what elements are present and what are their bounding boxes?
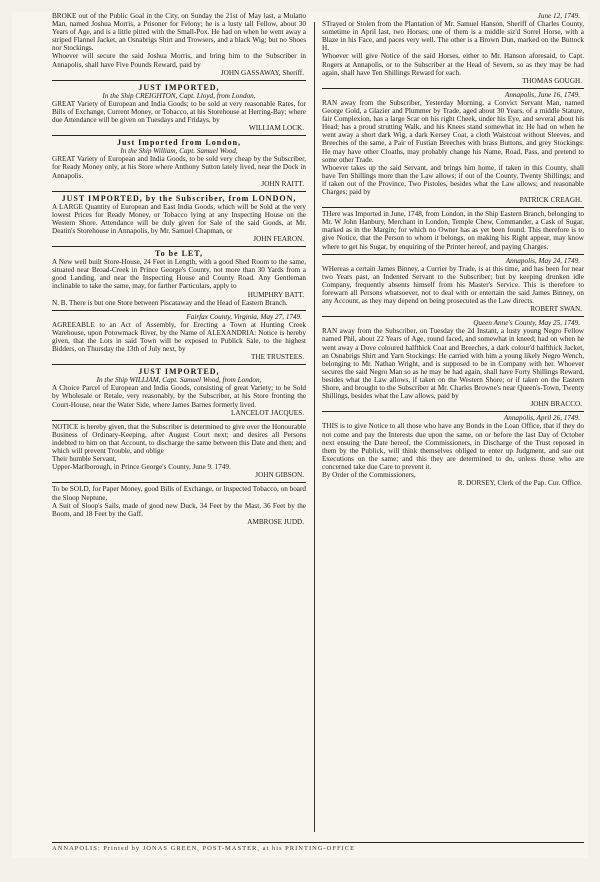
ad-heading: JUST IMPORTED, xyxy=(138,82,220,92)
ad-signature: JOHN GASSAWAY, Sheriff. xyxy=(220,68,304,77)
ad-body: RAN away from the Subscriber, Yesterday Morning, a Convict Servant Man, named George Gold, a Glazier and Plummer by Trade, aged about 30 Years, of a middle Stature, fair Complexion, has a large Scar on his right Cheek, under his Eye, and several about his Head; has a proud strutting Walk, and his Knees stand somewhat in: He had on when he went away a short dark Wig, a dark Kersey Coat, a cloth Waistcoat without Sleeves, and Breeches of the same, a Pair of Fustian Breeches with brass Buttons, and grey Stockings: He may have other Cloaths, may probably change his Name, Road, Pass, and pretend to some other Trade. Whoever takes up the said Servant, and brings him home, if taken in this County, shall have Ten Shillings more than the Law allows; if out of the County, Twenty Shillings; and if taken out of the Province, Two Pistoles, besides what the Law allows; and reasonable Charges; paid by xyxy=(322,98,584,196)
ad-heading: JUST IMPORTED, by the Subscriber, from LONDON, xyxy=(61,193,297,203)
ad-note: N. B. There is but one Store between Piscataway and the Head of Eastern Branch. xyxy=(52,298,288,307)
advertisement xyxy=(52,367,306,416)
ad-subheading: In the Ship CREIGHTON, Capt. Lloyd, from London, xyxy=(102,91,256,100)
advertisement xyxy=(52,194,306,243)
ad-separator xyxy=(52,482,306,483)
ad-body: GREAT Variety of European and India Goods; to be sold at very reasonable Rates, for Bills of Exchange, Current Money, or Tobacco, at his Storehouse at Herring-Bay; where due Attendance will be given on Tuesdays and Fridays, by xyxy=(52,99,306,125)
ad-heading: To be LET, xyxy=(154,249,203,259)
advertisement xyxy=(52,313,306,362)
ad-body: STrayed or Stolen from the Plantation of Mr. Samuel Hanson, Sheriff of Charles County, sometime in April last, two Horses; one of them is a middle siz'd Sorrel Horse, with a Blaze in his Face, and paces very well. The other is a Brown Dun, marked on the Buttock H. Whoever will give Notice of the said Horses, either to Mr. Hanson aforesaid, to Capt. Rogers at Annapolis, or to the Subscriber at the Head of Severn, so as they may be had again, shall have Ten Shillings Reward for each. xyxy=(322,20,584,77)
advertisement xyxy=(322,257,584,314)
ad-heading: Just Imported from London, xyxy=(116,138,242,148)
ad-body: To be SOLD, for Paper Money, good Bills of Exchange, or Inspected Tobacco, on board the Sloop Neptune, A Suit of Sloop's Sails, made of good new Duck, 34 Feet by the Mast, 36 Feet by the Boom, and 18 Feet by the Gaff. xyxy=(52,485,306,518)
ad-signature: AMBROSE JUDD. xyxy=(247,517,304,526)
ad-body: A Choice Parcel of European and India Goods, consisting of great Variety; to be Sold by Wholesale or Retale, very reasonably, by the Subscriber, at his Store fronting the Court-House, near the Water Side, where James Barnes formerly lived. xyxy=(52,384,306,409)
ad-signature: PATRICK CREAGH. xyxy=(519,196,582,205)
ad-separator xyxy=(322,316,584,317)
ad-body: RAN away from the Subscriber, on Tuesday the 2d Instant, a lusty young Negro Fellow named Phil, about 22 Years of Age, round faced, and somewhat in kneed; had on when he went away a Dove coloured halfthick Coat and Breeches, a dark colour'd halfthick Jacket, an Osnabrigs Shirt and Yarn Stockings: He carried with him a young likely Negro Wench, belonging to Mr. Nathan Wright, and is supposed to be in Company with her. Whoever secures the said Negro Man so as he may be had again, shall have Forty Shillings Reward, besides what the Law allows, if taken on the Western Shore; or if taken on the Eastern Shore, and brought to the Subscriber at Mr. Charles Browne's near Queen's-Town, Twenty Shillings, besides what the Law allows, paid by xyxy=(322,327,584,401)
ad-separator xyxy=(52,191,306,192)
newspaper-page xyxy=(12,12,588,858)
ad-signature: THOMAS GOUGH. xyxy=(522,76,582,85)
ad-separator xyxy=(322,88,584,89)
advertisement xyxy=(322,12,584,85)
ad-signature: JOHN BRACCO. xyxy=(530,400,582,409)
advertisement xyxy=(322,210,584,250)
ad-separator xyxy=(52,310,306,311)
advertisement xyxy=(52,138,306,187)
right-column xyxy=(322,12,584,858)
ad-separator xyxy=(322,207,584,208)
ad-body: WHereas a certain James Binney, a Currier by Trade, is at this time, and has been for near two Years past, an Indented Servant to the Subscriber; but by keeping drunken idle Company, frequently absents himself from his Master's Service. This is therefore to forewarn all Persons whatsoever, not to deal with or entertain the said James Binney, on any Account, as they may depend on being prosecuted as the Law directs. xyxy=(322,264,584,306)
ad-signature: THE TRUSTEES. xyxy=(251,353,304,362)
advertisement xyxy=(52,485,306,525)
ad-separator xyxy=(322,254,584,255)
ad-signature: JOHN FEARON. xyxy=(253,235,304,244)
ad-signature: JOHN RAITT. xyxy=(261,179,304,188)
ad-dateline: Annapolis, June 16, 1749. xyxy=(504,90,580,99)
ad-separator xyxy=(52,420,306,421)
advertisement xyxy=(52,83,306,132)
advertisement xyxy=(52,423,306,480)
ad-signature: R. DORSEY, Clerk of the Pap. Cur. Office. xyxy=(457,479,582,488)
ad-body: THIS is to give Notice to all those who have any Bonds in the Loan Office, that if they do not come and pay the Interests due upon the same, on or before the last Day of October next ensuing the Date hereof, the Commissioners, in Discharge of the Trust reposed in them by the Publick, will think themselves obliged to enter up Judgment, and sue out Executions on the same; and this they are determined to do, unless those who are concerned take due Care to prevent it. By Order of the Commissioners, xyxy=(322,422,584,479)
ad-signature: JOHN GIBSON. xyxy=(255,471,304,480)
ad-dateline: Queen Anne's County, May 25, 1749. xyxy=(473,319,580,328)
ad-signature: HUMPHRY BATT. xyxy=(247,290,304,299)
ad-subheading: In the Ship William, Capt. Samuel Wood, xyxy=(120,147,238,156)
ad-subheading: In the Ship WILLIAM, Capt. Samuel Wood, from London, xyxy=(96,376,262,385)
ad-separator xyxy=(322,411,584,412)
ad-body: BROKE out of the Public Goal in the City, on Sunday the 21st of May last, a Mulatto Man, named Joshua Morris, a Prisoner for Felony; he is a lusty tall Fellow, about 30 Years of Age, and is a little pitted with the Small-Pox. He had on when he went away a striped Flannel Jacket, an Osnabrigs Shirt and Trowsers, and a black Wig; but no Shoes nor Stockings. Whoever will secure the said Joshua Morris, and bring him to the Subscriber in Annapolis, shall have Five Pounds Reward, paid by xyxy=(52,12,306,69)
advertisement xyxy=(322,414,584,487)
ad-heading: JUST IMPORTED, xyxy=(138,367,220,377)
ad-body: THere was Imported in June, 1748, from London, in the Ship Eastern Branch, belonging to Mr. W John Hanbury, Merchant in London, Temple Chew, Commander, a Cask of Sugar, marked as in the Margin; for which no Owner has as yet been found. This therefore is to give Notice, that the Person to whom it belongs, on making his Right appear, may know where to get his Sugar, by enquiring of the Printer hereof, and paying Charges. xyxy=(322,210,584,251)
advertisement xyxy=(52,12,306,77)
ad-body: A New well built Store-House, 24 Feet in Length, with a good Shed Room to the same, situated near Broad-Creek in Prince George's County, not more than 30 Yards from a good Landing, and near the Inspecting House and County Road. Any Gentleman inclinable to take the same, may, for farther Particulars, apply to xyxy=(52,258,306,291)
advertisement xyxy=(322,91,584,204)
ad-body: A LARGE Quantity of European and East India Goods, which will be Sold at the very lowest Prices for Ready Money, or Tobacco lying at any Inspecting House on the Western Shore. Attendance will be duly given for Sale of the said Goods, at Mr. Deatin's Storehouse in Annapolis, by Mr. Samuel Chapman, or xyxy=(52,202,306,235)
ad-separator xyxy=(52,135,306,136)
ad-dateline: June 12, 1749. xyxy=(537,12,580,20)
ad-body: GREAT Variety of European and India Goods, to be sold very cheap by the Subscriber, for Ready Money only, at his Store where Anthony Sutton lately lived, near the Dock in Annapolis. xyxy=(52,155,306,180)
ad-signature: LANCELOT JACQUES. xyxy=(231,408,304,417)
ad-body: NOTICE is hereby given, that the Subscriber is determined to give over the Honourable Business of Ordinary-Keeping, after August Court next; and desires all Persons indebted to him on that Account, to discharge the same between this Date and then; and which will prevent Trouble, and oblige Their humble Servant, Upper-Marlborough, in Prince George's County, June 9. 1749. xyxy=(52,422,306,472)
left-column xyxy=(52,12,306,858)
ad-signature: WILLIAM LOCK. xyxy=(248,124,304,133)
ad-separator xyxy=(52,80,306,81)
advertisement xyxy=(322,319,584,408)
ad-separator xyxy=(52,246,306,247)
ad-signature: ROBERT SWAN. xyxy=(530,305,582,314)
advertisement xyxy=(52,249,306,307)
ad-body: AGREEABLE to an Act of Assembly, for Erecting a Town at Hunting Creek Warehouse, upon Potowmack River, by the Name of ALEXANDRIA: Notice is hereby given, that the Lots in said Town will be exposed to Publick Sale, to the highest Bidders, on Thursday the 13th of July next, by xyxy=(52,320,306,354)
ad-dateline: Annapolis, April 26, 1749. xyxy=(503,414,580,423)
ad-separator xyxy=(52,364,306,365)
ad-dateline: Fairfax County, Virginia, May 27, 1749. xyxy=(186,312,302,321)
column-divider xyxy=(314,22,315,832)
colophon: ANNAPOLIS: Printed by JONAS GREEN, POST-MASTER, at his PRINTING-OFFICE xyxy=(52,842,584,852)
ad-dateline: Annapolis, May 24, 1749. xyxy=(505,256,580,265)
